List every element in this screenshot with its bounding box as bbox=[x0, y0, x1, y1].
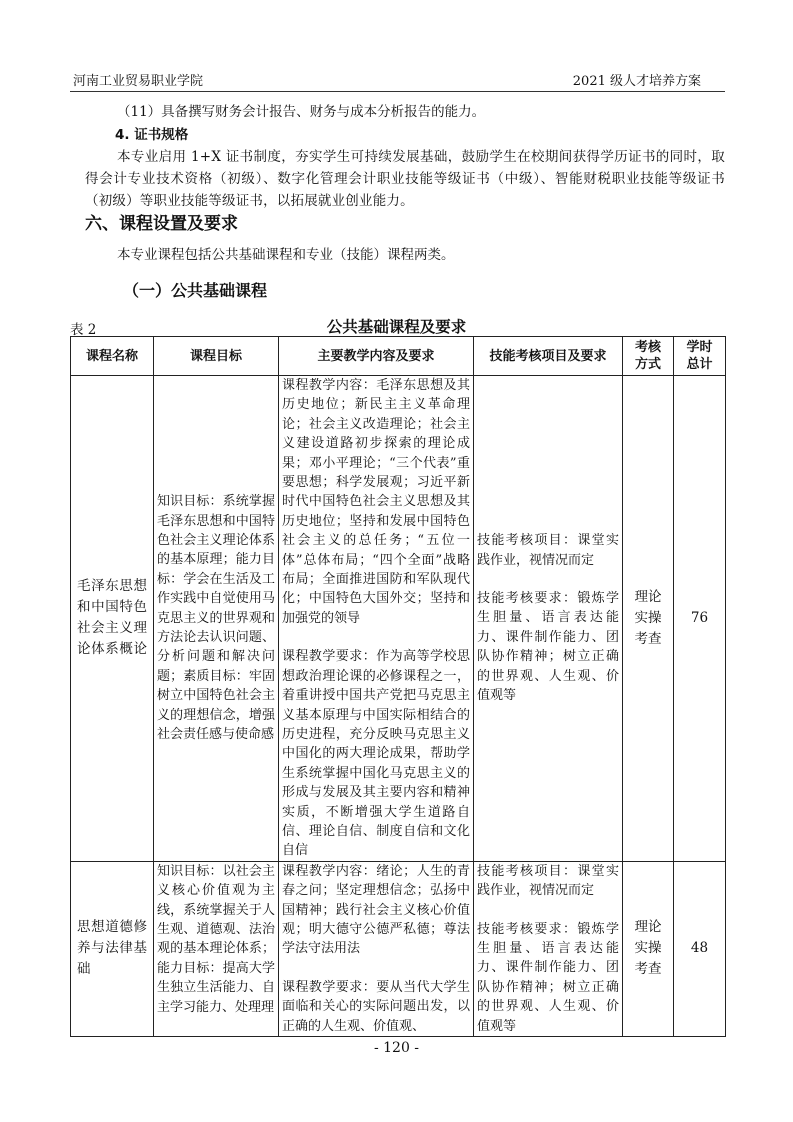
table-label: 表 2 bbox=[70, 322, 97, 338]
teaching-content-cell bbox=[279, 861, 474, 1036]
course-goal-cell: 知识目标：以社会主义核心价值观为主线，系统掌握关于人生观、道德观、法治观的基本理论体系；能力目标：提高大学生独立生活能力、自主学习能力、处理理 bbox=[154, 861, 279, 1036]
header-skill-assessment: 技能考核项目及要求 bbox=[474, 337, 623, 376]
skill-requirement-text: 技能考核要求：锻炼学生胆量、语言表达能力、课件制作能力、团队协作精神；树立正确的世界观、人生观、价值观等 bbox=[477, 591, 619, 704]
header-teaching-content: 主要教学内容及要求 bbox=[279, 337, 474, 376]
subsection-heading: （一）公共基础课程 bbox=[123, 281, 268, 300]
table-title: 公共基础课程及要求 bbox=[326, 318, 467, 336]
teaching-content-text: 课程教学内容：毛泽东思想及其历史地位；新民主主义革命理论；社会主义改造理论；社会主义建设道路初步探索的理论成果；邓小平理论；“三个代表”重要思想；科学发展观；习近平新时代中国特色社会主义思想及其历史地位；坚持和发展中国特色社会主义的总任务；“五位一体”总体布局；“四个全面”战略布局；全面推进国防和军队现代化；中国特色大国外交；坚持和加强党的领导 bbox=[282, 378, 470, 626]
teaching-requirement-text: 课程教学要求：作为高等学校思想政治理论课的必修课程之一，着重讲授中国共产党把马克思主义基本原理与中国实际相结合的历史进程，充分反映马克思主义中国化的两大理论成果，帮助学生系统掌握中国化马克思主义的形成与发展及其主要内容和精神实质，不断增强大学生道路自信、理论自信、制度自信和文化自信 bbox=[282, 649, 470, 859]
header-total-hours: 学时 总计 bbox=[674, 337, 726, 376]
header-assessment-method: 考核 方式 bbox=[623, 337, 674, 376]
certificate-heading: 4. 证书规格 bbox=[115, 127, 189, 143]
header-divider bbox=[70, 91, 725, 92]
section-paragraph: 本专业课程包括公共基础课程和专业（技能）课程两类。 bbox=[117, 247, 455, 263]
table-row bbox=[71, 861, 726, 1036]
teaching-content-cell bbox=[279, 376, 474, 862]
skill-assessment-cell bbox=[474, 376, 623, 862]
ability-item-11: （11）具备撰写财务会计报告、财务与成本分析报告的能力。 bbox=[117, 104, 486, 120]
table-row bbox=[71, 376, 726, 862]
header-plan-title: 2021 级人才培养方案 bbox=[572, 74, 701, 89]
total-hours-cell: 48 bbox=[674, 861, 726, 1036]
teaching-content-text: 课程教学内容：绪论；人生的青春之问；坚定理想信念；弘扬中国精神；践行社会主义核心价值观；明大德守公德严私德；尊法学法守法用法 bbox=[282, 863, 470, 957]
header-course-goal: 课程目标 bbox=[154, 337, 279, 376]
course-name-cell: 思想道德修养与法律基础 bbox=[71, 861, 154, 1036]
skill-assessment-cell bbox=[474, 861, 623, 1036]
certificate-paragraph: 本专业启用 1+X 证书制度，夯实学生可持续发展基础，鼓励学生在校期间获得学历证书的同时，取得会计专业技术资格（初级）、数字化管理会计职业技能等级证书（中级）、智能财税职业技能等级证书（初级）等职业技能等级证书，以拓展就业创业能力。 bbox=[85, 149, 725, 209]
teaching-requirement-text: 课程教学要求：要从当代大学生面临和关心的实际问题出发，以正确的人生观、价值观、 bbox=[282, 979, 470, 1034]
skill-item-text: 技能考核项目：课堂实践作业，视情况而定 bbox=[477, 863, 619, 899]
skill-item-text: 技能考核项目：课堂实践作业，视情况而定 bbox=[477, 533, 619, 568]
table-header-row bbox=[71, 337, 726, 376]
section-heading: 六、课程设置及要求 bbox=[85, 214, 238, 234]
total-hours-cell: 76 bbox=[674, 376, 726, 862]
skill-requirement-text: 技能考核要求：锻炼学生胆量、语言表达能力、课件制作能力、团队协作精神；树立正确的世界观、人生观、价值观等 bbox=[477, 921, 619, 1034]
course-table bbox=[70, 336, 726, 1037]
header-school-name: 河南工业贸易职业学院 bbox=[73, 74, 204, 89]
course-name-cell: 毛泽东思想和中国特色社会主义理论体系概论 bbox=[71, 376, 154, 862]
page-number: - 120 - bbox=[373, 1040, 420, 1056]
course-goal-cell: 知识目标：系统掌握毛泽东思想和中国特色社会主义理论体系的基本原理；能力目标：学会在生活及工作实践中自觉使用马克思主义的世界观和方法论去认识问题、分析问题和解决问题；素质目标：牢固树立中国特色社会主义的理想信念，增强社会责任感与使命感 bbox=[154, 376, 279, 862]
header-course-name: 课程名称 bbox=[71, 337, 154, 376]
assessment-method-cell: 理论 实操 考查 bbox=[623, 376, 674, 862]
assessment-method-cell: 理论 实操 考查 bbox=[623, 861, 674, 1036]
